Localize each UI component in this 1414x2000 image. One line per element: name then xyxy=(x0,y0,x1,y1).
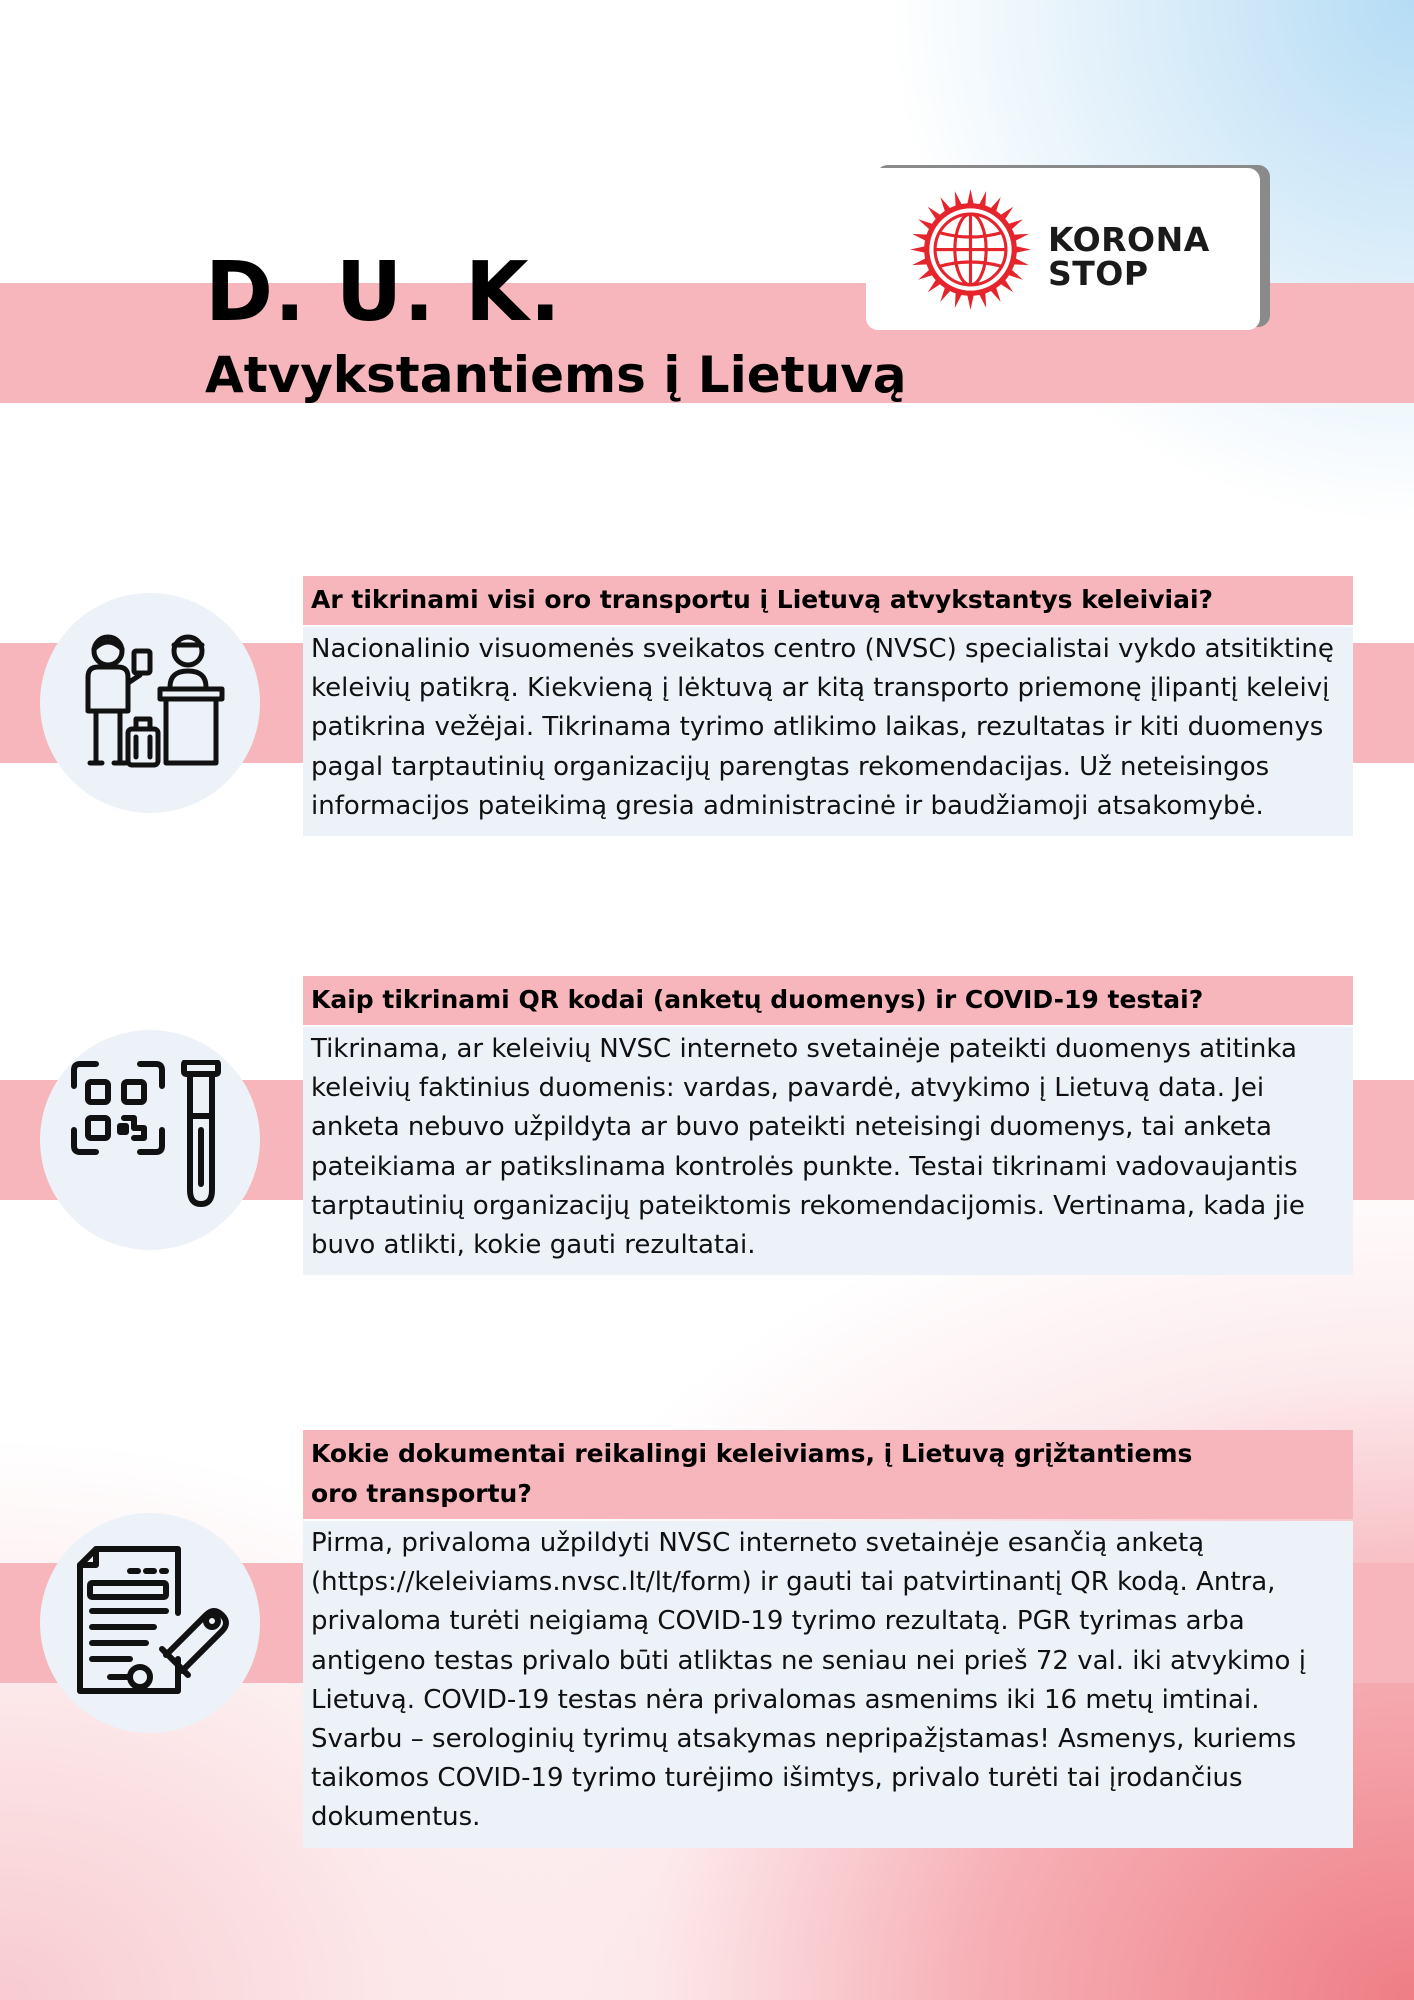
faq-question-1: Ar tikrinami visi oro transportu į Lietuvą atvykstantys keleiviai? xyxy=(303,576,1353,625)
logo-line-2: STOP xyxy=(1048,254,1149,293)
faq-question-2: Kaip tikrinami QR kodai (anketų duomenys) ir COVID-19 testai? xyxy=(303,976,1353,1025)
logo-wordmark xyxy=(1048,220,1210,293)
faq-item-2 xyxy=(303,976,1353,1275)
globe-sun-icon xyxy=(908,187,1033,312)
document-stamp-icon xyxy=(70,1543,230,1703)
faq-answer-3: Pirma, privaloma užpildyti NVSC interneto svetainėje esančią anketą (https://keleiviams.nvsc.lt/lt/form) ir gauti tai patvirtinantį QR kodą. Antra, privaloma turėti neigiamą COVID-19 tyrimo rezultatą. PGR tyrimas arba antigeno testas privalo būti atliktas ne seniau nei prieš 72 val. iki atvykimo į Lietuvą. COVID-19 testas nėra privalomas asmenims iki 16 metų imtinai. Svarbu – serologinių tyrimų atsakymas nepripažįstamas! Asmenys, kuriems taikomos COVID-19 tyrimo turėjimo išimtys, privalo turėti tai įrodančius dokumentus. xyxy=(303,1521,1353,1848)
faq-answer-1: Nacionalinio visuomenės sveikatos centro (NVSC) specialistai vykdo atsitiktinę keleivių patikrą. Kiekvieną į lėktuvą ar kitą transporto priemonę įlipantį keleivį patikrina vežėjai. Tikrinama tyrimo atlikimo laikas, rezultatas ir kiti duomenys pagal tarptautinių organizacijų parengtas rekomendacijas. Už neteisingos informacijos pateikimą gresia administracinė ir baudžiamoji atsakomybė. xyxy=(303,627,1353,836)
faq-item-3 xyxy=(303,1430,1353,1848)
faq-question-3: Kokie dokumentai reikalingi keleiviams, į Lietuvą grįžtantiems oro transportu? xyxy=(303,1430,1353,1519)
qr-code-test-tube-icon xyxy=(70,1060,230,1220)
korona-stop-logo xyxy=(866,168,1260,330)
faq-2-icon-circle xyxy=(40,1030,260,1250)
faq-item-1 xyxy=(303,576,1353,836)
page-title: D. U. K. xyxy=(205,245,562,340)
page-subtitle: Atvykstantiems į Lietuvą xyxy=(205,346,907,404)
faq-answer-2: Tikrinama, ar keleivių NVSC interneto svetainėje pateikti duomenys atitinka keleivių faktinius duomenis: vardas, pavardė, atvykimo į Lietuvą data. Jei anketa nebuvo užpildyta ar buvo pateikti neteisingi duomenys, tai anketa pateikiama ar patikslinama kontrolės punkte. Testai tikrinami vadovaujantis tarptautinių organizacijų pateiktomis rekomendacijomis. Vertinama, kada jie buvo atlikti, kokie gauti rezultatai. xyxy=(303,1027,1353,1275)
airport-check-icon xyxy=(70,623,230,783)
logo-line-1: KORONA xyxy=(1048,220,1210,259)
faq-3-icon-circle xyxy=(40,1513,260,1733)
faq-1-icon-circle xyxy=(40,593,260,813)
